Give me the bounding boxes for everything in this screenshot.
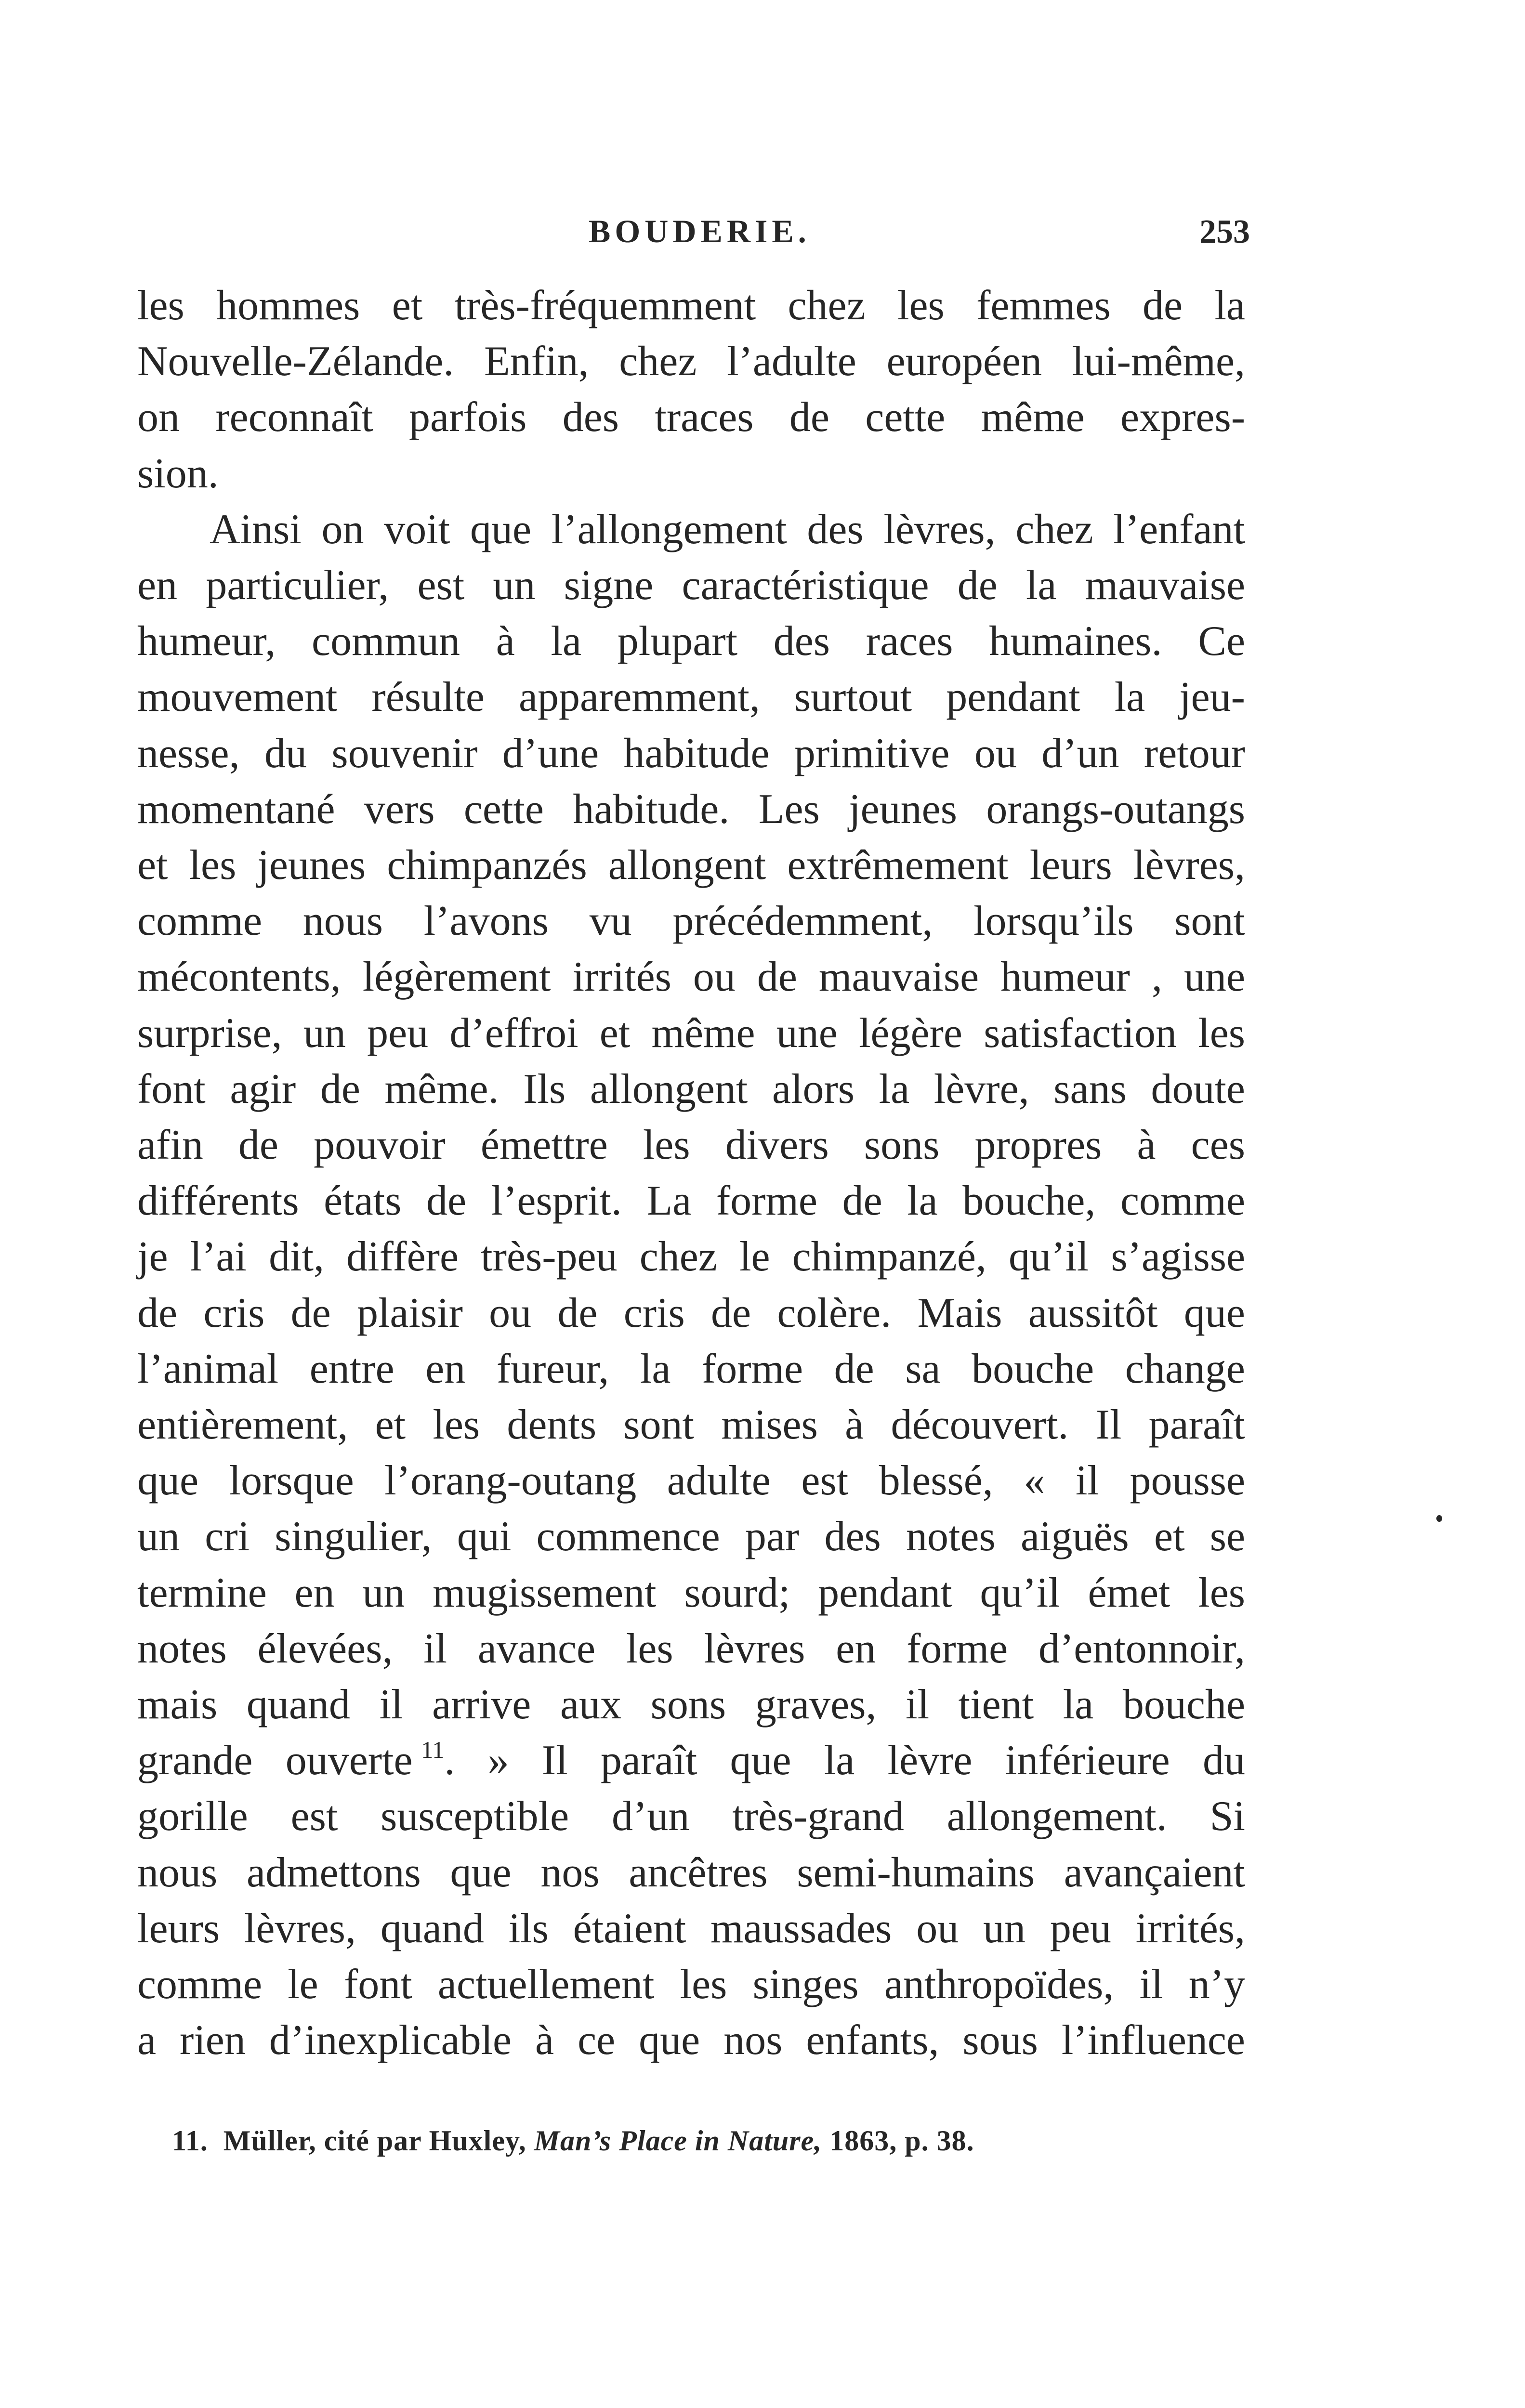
line-text: termine en un mugissement sourd; pendant qu’il émet les: [137, 1569, 1245, 1616]
text-line: [137, 1901, 1245, 1957]
text-line-content: [137, 558, 1245, 614]
text-line-content: [137, 1061, 1245, 1117]
line-text: en particulier, est un signe caractéristique de la mauvaise: [137, 562, 1245, 609]
line-text: les hommes et très-fréquemment chez les femmes de la: [137, 282, 1245, 329]
text-line-content: [137, 893, 1245, 949]
text-line-content: [137, 278, 1245, 334]
line-text: grande ouverte: [137, 1737, 413, 1784]
text-line-content: [137, 1285, 1245, 1341]
line-text: gorille est susceptible d’un très-grand allongement. Si: [137, 1793, 1245, 1840]
text-line-content: [137, 2013, 1245, 2068]
line-text: a rien d’inexplicable à ce que nos enfants, sous l’influence: [137, 2017, 1245, 2064]
line-text: humeur, commun à la plupart des races humaines. Ce: [137, 618, 1245, 665]
text-line: [137, 1845, 1245, 1901]
text-line-content: [137, 1957, 1245, 2013]
text-line: [137, 502, 1317, 558]
text-line: [137, 1565, 1245, 1621]
text-line: [137, 334, 1245, 390]
ink-speck: [1436, 1515, 1442, 1522]
line-text: nous admettons que nos ancêtres semi-humains avançaient: [137, 1849, 1245, 1896]
text-line: [137, 669, 1245, 725]
text-line-content: [137, 446, 219, 502]
line-text: l’animal entre en fureur, la forme de sa bouche change: [137, 1345, 1245, 1392]
text-line-content: [137, 838, 1245, 893]
text-line: [137, 1677, 1245, 1733]
text-line: [137, 1789, 1245, 1845]
text-line: [137, 278, 1245, 334]
footnote-reference: 11: [421, 1736, 445, 1764]
text-line-content: [137, 1173, 1245, 1229]
text-line-content: [137, 949, 1245, 1005]
line-text: nesse, du souvenir d’une habitude primitive ou d’un retour: [137, 730, 1245, 777]
line-text: je l’ai dit, diffère très-peu chez le chimpanzé, qu’il s’agisse: [137, 1233, 1245, 1281]
text-line: [137, 2013, 1245, 2068]
text-line: [137, 1509, 1245, 1565]
text-line: [137, 446, 1245, 502]
text-line: [137, 1397, 1245, 1453]
line-text: que lorsque l’orang-outang adulte est blessé, « il pousse: [137, 1457, 1245, 1505]
line-text: comme le font actuellement les singes anthropoïdes, il n’y: [137, 1961, 1245, 2008]
text-line-content: [137, 1677, 1245, 1733]
line-text: . » Il paraît que la lèvre inférieure du: [444, 1737, 1245, 1784]
footnote-citation: 1863, p. 38.: [829, 2125, 974, 2157]
text-line-content: [137, 1509, 1245, 1565]
text-line: [137, 1453, 1245, 1509]
line-text: afin de pouvoir émettre les divers sons propres à ces: [137, 1122, 1245, 1168]
footnote-text: Müller, cité par Huxley,: [223, 2125, 526, 2157]
text-line-content: [137, 1621, 1245, 1677]
text-line-content: [137, 726, 1245, 782]
page-number: 253: [1199, 213, 1250, 250]
line-text: de cris de plaisir ou de cris de colère. Mais aussitôt que: [137, 1289, 1245, 1336]
text-line: [137, 614, 1245, 669]
text-line-content: [137, 1845, 1245, 1901]
text-line-content: [137, 1733, 1245, 1789]
text-line-content: [137, 1901, 1245, 1957]
footnote-title: Man’s Place in Nature,: [534, 2125, 822, 2157]
text-line: [137, 949, 1245, 1005]
footnote-number: 11.: [172, 2125, 208, 2157]
text-line: [137, 893, 1245, 949]
line-text: leurs lèvres, quand ils étaient maussades ou un peu irrités,: [137, 1905, 1245, 1952]
line-text: comme nous l’avons vu précédemment, lorsqu’ils sont: [137, 898, 1245, 945]
line-text: Ainsi on voit que l’allongement des lèvres, chez l’enfant: [210, 506, 1245, 553]
line-text: surprise, un peu d’effroi et même une légère satisfaction les: [137, 1009, 1245, 1057]
line-text: Nouvelle-Zélande. Enfin, chez l’adulte européen lui-même,: [137, 338, 1245, 385]
text-line: [137, 1621, 1245, 1677]
text-line-content: [137, 614, 1245, 669]
running-title: BOUDERIE.: [589, 213, 811, 249]
text-line-content: [137, 1789, 1245, 1845]
text-line: [137, 1061, 1245, 1117]
footnote: [172, 2121, 974, 2160]
text-line-content: [137, 390, 1245, 445]
text-line-content: [137, 334, 1245, 390]
text-line: [137, 1285, 1245, 1341]
text-line-content: [137, 1341, 1245, 1397]
text-line: [137, 390, 1245, 445]
line-text: mouvement résulte apparemment, surtout pendant la jeu-: [137, 674, 1245, 721]
text-line: [137, 726, 1245, 782]
text-line: [137, 558, 1245, 614]
text-line: [137, 1341, 1245, 1397]
text-line: [137, 1006, 1245, 1061]
line-text: et les jeunes chimpanzés allongent extrêmement leurs lèvres,: [137, 842, 1245, 889]
text-line: [137, 1173, 1245, 1229]
text-line-content: [137, 1565, 1245, 1621]
line-text: on reconnaît parfois des traces de cette même expres-: [137, 394, 1245, 441]
line-text: un cri singulier, qui commence par des notes aiguës et se: [137, 1513, 1245, 1560]
text-line-content: [137, 1006, 1245, 1061]
text-line-content: [137, 1117, 1245, 1173]
line-text: entièrement, et les dents sont mises à découvert. Il paraît: [137, 1401, 1245, 1448]
text-line: [137, 1117, 1245, 1173]
text-line-content: [137, 1397, 1245, 1453]
text-line: [137, 1957, 1245, 2013]
text-line-content: [210, 502, 1245, 558]
line-text: mécontents, légèrement irrités ou de mauvaise humeur , une: [137, 954, 1245, 1001]
line-text: sion.: [137, 450, 219, 497]
text-line: [137, 1733, 1245, 1789]
text-line: [137, 782, 1245, 838]
text-line: [137, 838, 1245, 893]
text-line-content: [137, 782, 1245, 838]
line-text: notes élevées, il avance les lèvres en forme d’entonnoir,: [137, 1625, 1245, 1672]
text-line-content: [137, 1229, 1245, 1285]
line-text: momentané vers cette habitude. Les jeunes orangs-outangs: [137, 785, 1245, 833]
text-line-content: [137, 669, 1245, 725]
line-text: mais quand il arrive aux sons graves, il tient la bouche: [137, 1681, 1245, 1728]
line-text: font agir de même. Ils allongent alors la lèvre, sans doute: [137, 1065, 1245, 1112]
text-line-content: [137, 1453, 1245, 1509]
line-text: différents états de l’esprit. La forme de la bouche, comme: [137, 1178, 1245, 1225]
text-line: [137, 1229, 1245, 1285]
